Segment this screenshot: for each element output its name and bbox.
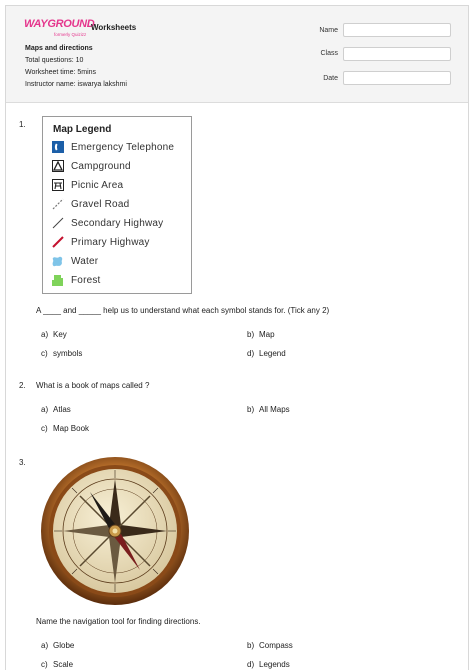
class-field[interactable] bbox=[343, 47, 451, 61]
forest-icon bbox=[51, 274, 64, 287]
app-title: Worksheets bbox=[91, 23, 137, 32]
option-b[interactable]: b) Compass bbox=[247, 641, 293, 650]
option-b[interactable]: b) Map bbox=[247, 330, 275, 339]
legend-item: Water bbox=[51, 253, 98, 269]
option-a[interactable]: a) Globe bbox=[41, 641, 75, 650]
total-questions: Total questions: 10 bbox=[25, 57, 84, 64]
option-a[interactable]: a) Atlas bbox=[41, 405, 71, 414]
question-2-text: What is a book of maps called ? bbox=[36, 381, 150, 390]
legend-item: Forest bbox=[51, 272, 101, 288]
option-d[interactable]: d) Legends bbox=[247, 660, 290, 669]
worksheet-time: Worksheet time: 5mins bbox=[25, 69, 97, 76]
telephone-icon bbox=[51, 141, 64, 154]
legend-item: Picnic Area bbox=[51, 177, 123, 193]
question-1-text: A ____ and _____ help us to understand what each symbol stands for. (Tick any 2) bbox=[36, 306, 330, 315]
legend-item: Secondary Highway bbox=[51, 215, 163, 231]
option-c[interactable]: c) Map Book bbox=[41, 424, 90, 433]
dashed-line-icon bbox=[51, 198, 64, 211]
compass-image bbox=[40, 456, 190, 606]
date-label: Date bbox=[323, 75, 338, 82]
map-legend-image bbox=[42, 116, 192, 294]
legend-title: Map Legend bbox=[53, 124, 112, 135]
legend-item: Emergency Telephone bbox=[51, 139, 174, 155]
question-3-number: 3. bbox=[19, 458, 26, 467]
worksheet-header bbox=[6, 6, 468, 103]
question-3-text: Name the navigation tool for finding directions. bbox=[36, 617, 201, 626]
option-d[interactable]: d) Legend bbox=[247, 349, 286, 358]
thin-line-icon bbox=[51, 217, 64, 230]
instructor-name: Instructor name: iswarya lakshmi bbox=[25, 81, 127, 88]
water-icon bbox=[51, 255, 64, 268]
legend-item: Gravel Road bbox=[51, 196, 129, 212]
brand-name: WAYGROUND bbox=[24, 18, 95, 30]
legend-item: Primary Highway bbox=[51, 234, 150, 250]
name-label: Name bbox=[319, 27, 338, 34]
red-line-icon bbox=[51, 236, 64, 249]
brand-logo bbox=[24, 18, 95, 37]
name-field[interactable] bbox=[343, 23, 451, 37]
legend-item: Campground bbox=[51, 158, 131, 174]
question-2-number: 2. bbox=[19, 381, 26, 390]
question-1-number: 1. bbox=[19, 120, 26, 129]
option-c[interactable]: c) Scale bbox=[41, 660, 74, 669]
picnic-table-icon bbox=[51, 179, 64, 192]
brand-subtitle: formerly Quizizz bbox=[54, 32, 87, 37]
option-c[interactable]: c) symbols bbox=[41, 349, 83, 358]
date-field[interactable] bbox=[343, 71, 451, 85]
option-a[interactable]: a) Key bbox=[41, 330, 67, 339]
class-label: Class bbox=[320, 50, 338, 57]
tent-icon bbox=[51, 160, 64, 173]
option-b[interactable]: b) All Maps bbox=[247, 405, 290, 414]
worksheet-title: Maps and directions bbox=[25, 45, 93, 52]
